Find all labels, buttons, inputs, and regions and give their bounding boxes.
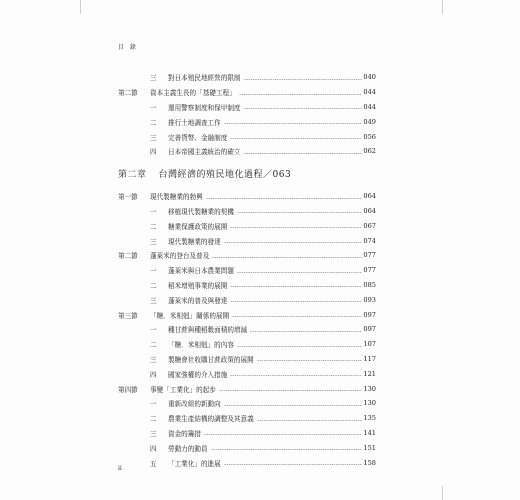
toc-section: 第二節 資本主義生長的「基礎工程」 044 xyxy=(118,88,376,98)
toc-section: 第四節 事變「工業化」的起步 130 xyxy=(118,384,376,394)
crop-mark xyxy=(442,0,443,14)
toc-entry: 二 糖業保護政策的展開 067 xyxy=(150,221,376,231)
toc-entry: 二 稻米增殖事業的展開 085 xyxy=(150,280,376,290)
toc-section: 第二節 蓬萊米的登台及普及 077 xyxy=(118,251,376,261)
toc-entry: 三 完善貨幣、金融制度 056 xyxy=(150,132,376,142)
page-number: ii xyxy=(118,465,122,472)
toc-entry: 四 勞動力的動員 151 xyxy=(150,443,376,453)
toc-section: 第三節 「糖．米相剋」關係的展開 097 xyxy=(118,310,376,320)
crop-mark xyxy=(442,486,443,500)
toc-entry: 四 日本帝國主義統治的確立 062 xyxy=(150,147,376,157)
toc-entry: 三 現代製糖業的發達 074 xyxy=(150,236,376,246)
toc-entry: 三 蓬萊米的普及與發達 093 xyxy=(150,295,376,305)
toc-entry: 三 對日本殖民地經營的限制 040 xyxy=(150,73,376,83)
table-of-contents xyxy=(118,70,376,470)
toc-entry: 五 「工業化」的進展 158 xyxy=(150,458,376,468)
toc-section: 第一節 現代製糖業的勃興 064 xyxy=(118,192,376,202)
toc-entry: 三 資金的籌措 141 xyxy=(150,428,376,438)
toc-entry: 一 移植現代製糖業的契機 064 xyxy=(150,206,376,216)
toc-entry: 一 重新改組的新動向 130 xyxy=(150,399,376,409)
toc-entry: 二 「糖．米相剋」的內容 107 xyxy=(150,340,376,350)
toc-entry: 二 推行土地調查工作 049 xyxy=(150,117,376,127)
toc-entry: 一 種甘蔗與種稻穀面積的增減 097 xyxy=(150,325,376,335)
crop-mark xyxy=(80,0,81,14)
toc-entry: 二 農業生產結構的調整及其意義 135 xyxy=(150,414,376,424)
running-header: 目 錄 xyxy=(118,44,138,51)
toc-entry: 三 製糖會社收購甘蔗政策的展開 117 xyxy=(150,354,376,364)
toc-entry: 一 運用警察制度和保甲制度 044 xyxy=(150,102,376,112)
toc-entry: 四 國家強權的介入措施 121 xyxy=(150,369,376,379)
chapter-heading: 第二章 台灣經濟的殖民地化過程／063 xyxy=(118,170,292,181)
toc-entry: 一 蓬萊米與日本農業問題 077 xyxy=(150,266,376,276)
